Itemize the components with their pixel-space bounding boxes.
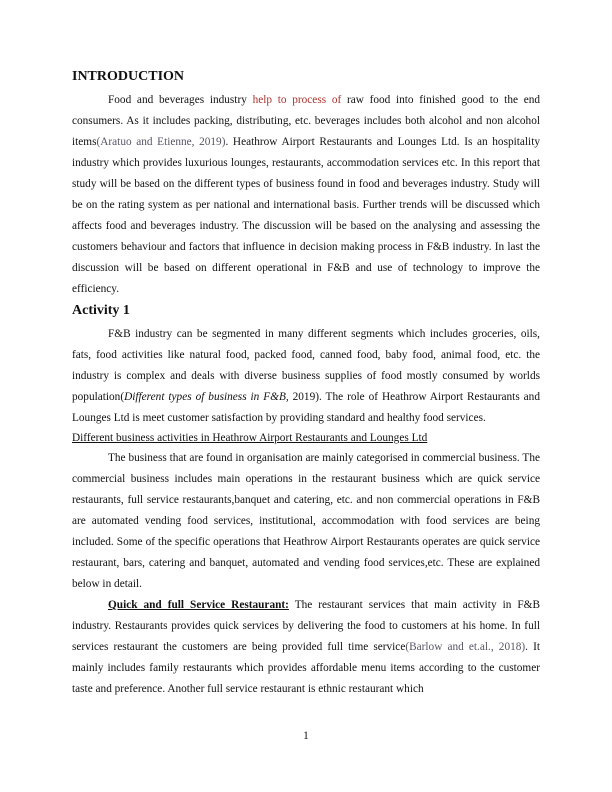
activity-italic-citation: Different types of business in F&B, [124,391,289,403]
restaurant-text-b: . It mainly includes family restaurants which provides affordable menu items according to the customer taste and preference. Another full service restaurant is ethnic restaurant which [72,641,540,695]
section-subheading: Different business activities in Heathrow Airport Restaurants and Lounges Ltd [72,432,428,444]
activity-paragraph [72,324,540,429]
activity-heading: Activity 1 [72,303,130,318]
activity-text-b: 2019). The role of Heathrow Airport Restaurants and Lounges Ltd is meet customer satisfaction by providing standard and healthy food services. [72,391,540,424]
restaurant-paragraph [72,595,540,700]
restaurant-label: Quick and full Service Restaurant: [108,599,289,611]
activity-text-a: F&B industry can be segmented in many different segments which includes groceries, oils, fats, food activities like natural food, packed food, canned food, baby food, animal food, etc. the industry is complex and deals with diverse business supplies of food mostly consumed by worlds population( [72,328,540,403]
document-page [72,68,540,700]
intro-citation: (Aratuo and Etienne, 2019) [96,136,226,148]
intro-text-a: Food and beverages industry [108,94,253,106]
intro-highlighted-text: help to process of [252,94,342,106]
introduction-heading: INTRODUCTION [72,69,185,84]
restaurant-text-a: The restaurant services that main activity in F&B industry. Restaurants provides quick services by delivering the food to customers at his home. In full services restaurant the customers are being provided full time service [72,599,540,653]
business-activities-paragraph: The business that are found in organisation are mainly categorised in commercial business. The commercial business includes main operations in the restaurant business which are quick service restaurants, full service restaurants,banquet and catering, etc. and non commercial operations in F&B are automated vending food services, institutional, accommodation with food services are being included. Some of the specific operations that Heathrow Airport Restaurants operates are quick service restaurant, bars, catering and banquet, automated and vending food services,etc. These are explained below in detail. [72,452,540,590]
introduction-paragraph [72,90,540,300]
restaurant-citation: (Barlow and et.al., 2018) [405,641,526,653]
intro-text-b: raw food into finished good to the end consumers. As it includes packing, distributing, etc. beverages includes both alcohol and non alcohol items [72,94,541,148]
page-number: 1 [303,730,309,742]
intro-text-c: . Heathrow Airport Restaurants and Lounges Ltd. Is an hospitality industry which provides luxurious lounges, restaurants, accommodation services etc. In this report that study will be based on the different types of business found in food and beverages industry. Study will be on the rating system as per national and international basis. Further trends will be discussed which affects food and beverages industry. The discussion will be based on the analysing and assessing the customers behaviour and factors that influence in decision making process in F&B industry. In last the discussion will be based on different operational in F&B and use of technology to improve the efficiency. [72,136,540,295]
